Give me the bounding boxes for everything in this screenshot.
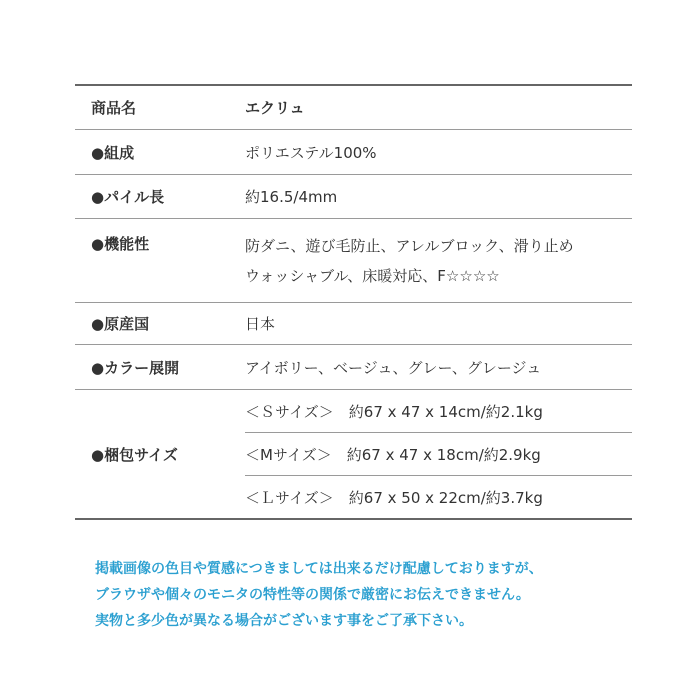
package-size-list [245, 390, 632, 518]
product-name-label: 商品名 [91, 99, 137, 117]
composition-row [75, 130, 632, 175]
colors-label: ●カラー展開 [91, 358, 180, 377]
package-size-s: ＜Ｓサイズ＞ 約67 x 47 x 14cm/約2.1kg [245, 390, 632, 433]
package-size-label: ●梱包サイズ [91, 445, 178, 464]
pile-length-value: 約16.5/4mm [245, 188, 338, 206]
colors-value: アイボリー、ベージュ、グレー、グレージュ [245, 358, 542, 377]
note-line-3: 実物と多少色が異なる場合がございます事をご了承下さい。 [95, 613, 473, 629]
pile-length-row [75, 175, 632, 219]
product-name-row [75, 86, 632, 130]
product-spec-table [75, 84, 632, 520]
composition-label: ●組成 [91, 143, 135, 162]
origin-row [75, 303, 632, 345]
pile-length-label: ●パイル長 [91, 188, 165, 206]
package-size-m: ＜Mサイズ＞ 約67 x 47 x 18cm/約2.9kg [245, 433, 632, 476]
features-value [245, 219, 632, 302]
features-line-1: 防ダニ、遊び毛防止、アレルブロック、滑り止め [245, 236, 574, 255]
origin-label: ●原産国 [91, 315, 150, 333]
package-size-l: ＜Ｌサイズ＞ 約67 x 50 x 22cm/約3.7kg [245, 488, 543, 507]
features-label: ●機能性 [91, 235, 150, 253]
note-line-1: 掲載画像の色目や質感につきましては出来るだけ配慮しておりますが、 [95, 561, 543, 577]
features-row [75, 219, 632, 303]
colors-row [75, 345, 632, 390]
package-size-row [75, 390, 632, 518]
product-name-value: エクリュ [245, 99, 305, 117]
features-line-2: ウォッシャブル、床暖対応、F☆☆☆☆ [245, 266, 500, 285]
note-line-2: ブラウザや個々のモニタの特性等の関係で厳密にお伝えできません。 [95, 587, 530, 603]
composition-value: ポリエステル100% [245, 143, 377, 162]
origin-value: 日本 [245, 315, 276, 333]
color-disclaimer-note [95, 556, 655, 634]
